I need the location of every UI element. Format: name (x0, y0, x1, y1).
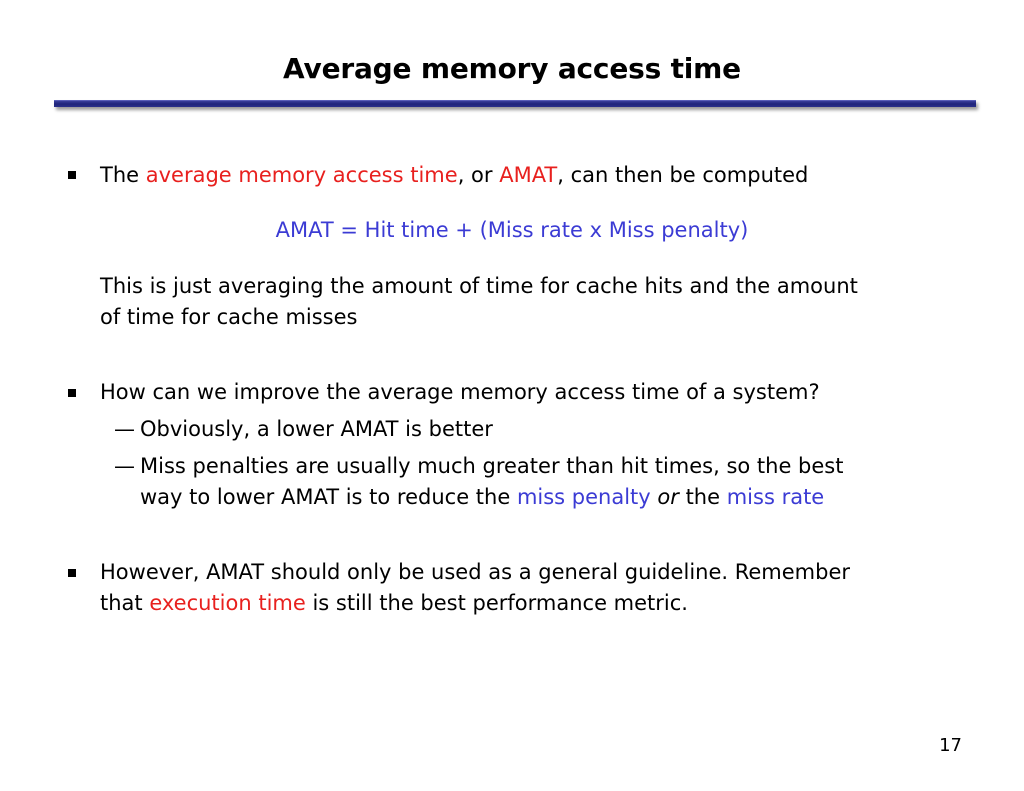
bullet-3-line-2 (100, 588, 950, 619)
sub-bullet-1-text: Obviously, a lower AMAT is better (140, 417, 493, 441)
text-segment: that (100, 591, 150, 615)
slide-title: Average memory access time (283, 52, 741, 85)
text-segment: , or (457, 163, 500, 187)
dash-marker: — (114, 454, 135, 478)
text-segment: the (678, 485, 727, 509)
bullet-2-text: How can we improve the average memory access time of a system? (100, 380, 820, 404)
text-segment: The (100, 163, 146, 187)
text-segment: , can then be computed (557, 163, 809, 187)
term-execution-time: execution time (149, 591, 306, 615)
page-number: 17 (939, 735, 962, 756)
sub-bullet-2-line-1: Miss penalties are usually much greater than hit times, so the best (140, 454, 844, 478)
bullet-marker (68, 171, 76, 179)
bullet-3-line-1: However, AMAT should only be used as a general guideline. Remember (100, 560, 851, 584)
amat-formula: AMAT = Hit time + (Miss rate x Miss penalty) (275, 218, 749, 242)
term-amat: AMAT (499, 163, 558, 187)
bullet-marker (68, 389, 76, 397)
term-average-memory-access-time: average memory access time (145, 163, 458, 187)
text-segment: way to lower AMAT is to reduce the (140, 485, 517, 509)
text-segment-italic: or (657, 485, 679, 509)
explanation-line-1: This is just averaging the amount of time for cache hits and the amount (100, 274, 858, 298)
explanation-text (100, 271, 950, 333)
explanation-line-2: of time for cache misses (100, 305, 358, 329)
title-underline (54, 100, 976, 107)
term-miss-rate: miss rate (726, 485, 825, 509)
sub-bullet-2-text (140, 451, 940, 513)
bullet-3-text (100, 557, 950, 619)
dash-marker: — (114, 417, 135, 441)
term-miss-penalty: miss penalty (516, 485, 651, 509)
bullet-marker (68, 569, 76, 577)
bullet-1-text (100, 160, 950, 191)
text-segment: is still the best performance metric. (305, 591, 688, 615)
sub-bullet-2-line-2 (140, 482, 940, 513)
